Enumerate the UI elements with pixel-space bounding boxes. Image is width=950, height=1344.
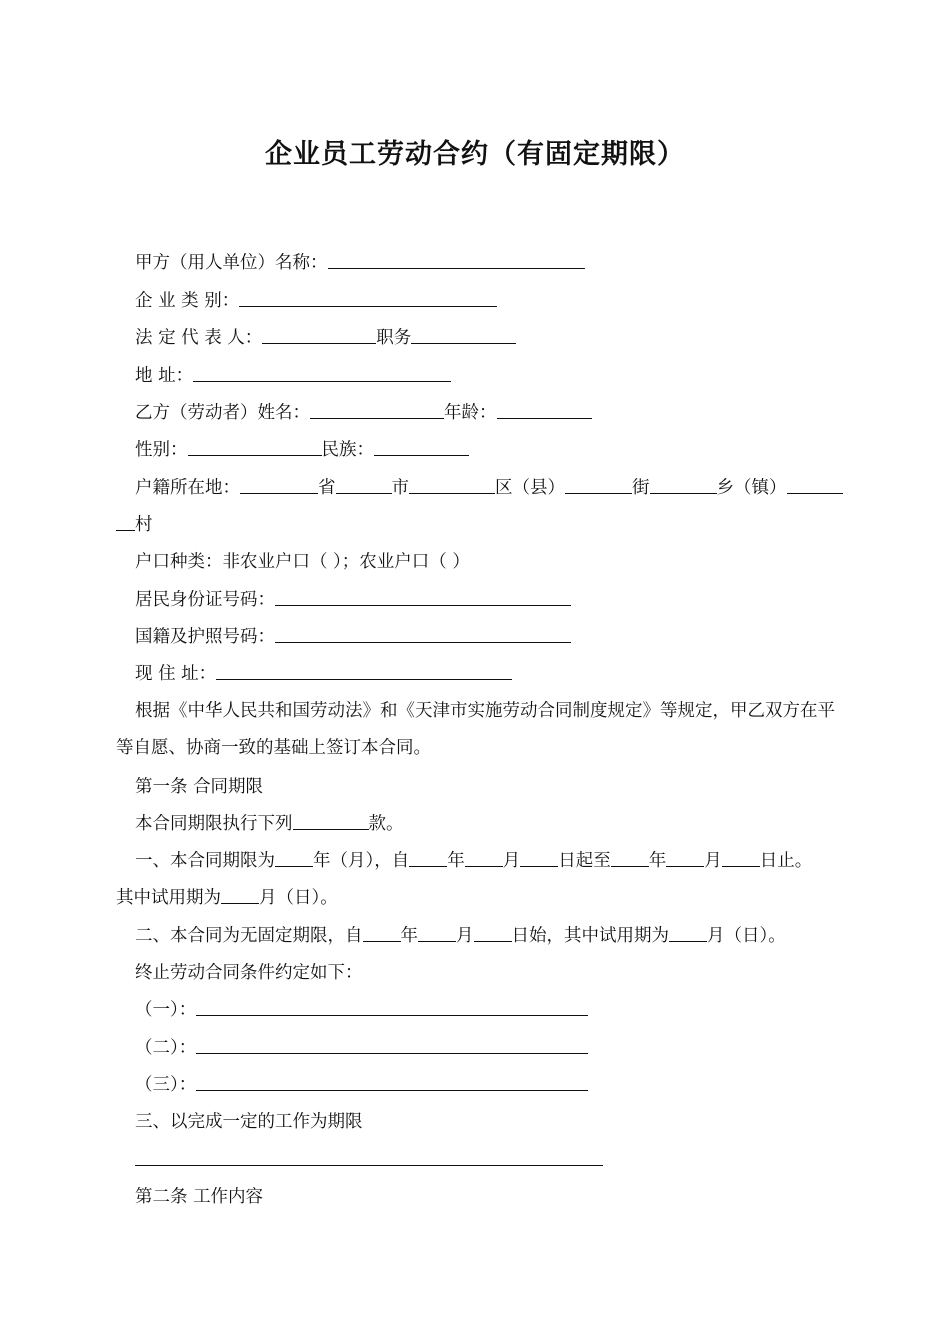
id-number-blank[interactable] bbox=[275, 588, 571, 606]
district-blank[interactable] bbox=[409, 476, 495, 494]
condition-label: （一）： bbox=[135, 1000, 197, 1020]
item-3-row: 三、以完成一定的工作为期限 bbox=[135, 1112, 363, 1132]
party-a-name-label: 甲方（用人单位）名称： bbox=[135, 253, 328, 273]
item-1-text-b: 年（月），自 bbox=[313, 851, 410, 871]
legal-rep-row bbox=[135, 326, 516, 350]
legal-rep-label: 法 定 代 表 人： bbox=[135, 328, 263, 348]
street-label: 街 bbox=[632, 478, 650, 498]
legal-rep-blank[interactable] bbox=[262, 326, 376, 344]
item-1-start-month-blank[interactable] bbox=[465, 849, 503, 867]
id-number-row bbox=[135, 588, 571, 612]
term-clause-row bbox=[135, 812, 404, 836]
item-1-text-c: 年 bbox=[447, 851, 465, 871]
item-2-year-blank[interactable] bbox=[363, 924, 401, 942]
item-1-end-year-blank[interactable] bbox=[611, 849, 649, 867]
item-3-blank-row bbox=[135, 1148, 603, 1172]
document-title: 企业员工劳动合约（有固定期限） bbox=[265, 139, 685, 170]
item-1-text-h: 日止。 bbox=[759, 851, 813, 871]
gender-label: 性别： bbox=[135, 440, 188, 460]
item-1-row bbox=[135, 849, 812, 873]
province-label: 省 bbox=[318, 478, 336, 498]
term-clause-pre: 本合同期限执行下列 bbox=[135, 814, 293, 834]
item-1-end-month-blank[interactable] bbox=[666, 849, 704, 867]
party-a-address-blank[interactable] bbox=[193, 364, 451, 382]
item-1-trial-text-b: 月（日）。 bbox=[259, 888, 338, 908]
item-2-text-a: 二、本合同为无固定期限，自 bbox=[135, 926, 363, 946]
item-1-trial-text-a: 其中试用期为 bbox=[116, 888, 221, 908]
township-label: 乡（镇） bbox=[716, 478, 787, 498]
item-2-day-blank[interactable] bbox=[474, 924, 512, 942]
item-1-trial-blank[interactable] bbox=[221, 886, 259, 904]
city-blank[interactable] bbox=[336, 476, 392, 494]
item-1-start-day-blank[interactable] bbox=[520, 849, 558, 867]
position-label: 职务 bbox=[376, 328, 412, 348]
party-a-name-blank[interactable] bbox=[328, 251, 585, 269]
condition-row bbox=[135, 1073, 588, 1097]
item-1-text-g: 月 bbox=[704, 851, 722, 871]
item-2-text-c: 月 bbox=[456, 926, 474, 946]
item-2-month-blank[interactable] bbox=[418, 924, 456, 942]
gender-blank[interactable] bbox=[188, 438, 322, 456]
passport-blank[interactable] bbox=[275, 625, 571, 643]
item-1-text-e: 日起至 bbox=[558, 851, 611, 871]
item-1-start-year-blank[interactable] bbox=[409, 849, 447, 867]
household-row-continued bbox=[116, 513, 153, 537]
item-1-text-f: 年 bbox=[648, 851, 667, 871]
ethnicity-label: 民族： bbox=[321, 440, 374, 460]
item-1-term-blank[interactable] bbox=[275, 849, 313, 867]
preamble-paragraph: 根据《中华人民共和国劳动法》和《天津市实施劳动合同制度规定》等规定，甲乙双方在平等自愿、协商一致的基础上签订本合同。 bbox=[116, 701, 835, 758]
item-1-text-d: 月 bbox=[502, 851, 521, 871]
item-1-trial-row bbox=[116, 886, 338, 910]
item-2-row bbox=[135, 924, 786, 948]
residence-blank[interactable] bbox=[216, 662, 512, 680]
household-label: 户籍所在地： bbox=[135, 478, 240, 498]
position-blank[interactable] bbox=[411, 326, 516, 344]
residence-row bbox=[135, 662, 512, 686]
id-number-label: 居民身份证号码： bbox=[135, 590, 275, 610]
gender-row bbox=[135, 438, 469, 462]
street-blank[interactable] bbox=[565, 476, 632, 494]
article-2-heading: 第二条 工作内容 bbox=[135, 1187, 264, 1207]
province-blank[interactable] bbox=[240, 476, 318, 494]
termination-label: 终止劳动合同条件约定如下： bbox=[135, 963, 363, 983]
item-2-trial-blank[interactable] bbox=[669, 924, 707, 942]
condition-label: （二）： bbox=[135, 1038, 197, 1058]
item-2-text-e: 月（日）。 bbox=[707, 926, 786, 946]
party-b-name-row bbox=[135, 401, 592, 425]
item-1-end-day-blank[interactable] bbox=[722, 849, 760, 867]
passport-label: 国籍及护照号码： bbox=[135, 627, 275, 647]
district-label: 区（县） bbox=[495, 478, 565, 498]
term-clause-post: 款。 bbox=[368, 814, 404, 834]
item-2-text-b: 年 bbox=[400, 926, 418, 946]
party-b-name-blank[interactable] bbox=[310, 401, 444, 419]
residence-label: 现 住 址： bbox=[135, 664, 217, 684]
enterprise-category-label: 企 业 类 别： bbox=[135, 291, 240, 311]
village-label: 村 bbox=[135, 515, 153, 535]
village-blank-part2[interactable] bbox=[116, 513, 135, 531]
condition-blank[interactable] bbox=[196, 1073, 588, 1091]
condition-row bbox=[135, 1036, 588, 1060]
village-blank-part1[interactable] bbox=[787, 476, 843, 494]
item-1-text-a: 一、本合同期限为 bbox=[135, 851, 275, 871]
age-blank[interactable] bbox=[497, 401, 592, 419]
enterprise-category-blank[interactable] bbox=[239, 289, 497, 307]
condition-row bbox=[135, 998, 588, 1022]
condition-blank[interactable] bbox=[196, 1036, 588, 1054]
hukou-type-row: 户口种类：非农业户口（ ）；农业户口（ ） bbox=[135, 552, 470, 572]
term-clause-blank[interactable] bbox=[293, 812, 369, 830]
party-a-address-label: 地 址： bbox=[135, 366, 194, 386]
party-a-name-row bbox=[135, 251, 585, 275]
enterprise-category-row bbox=[135, 289, 497, 313]
city-label: 市 bbox=[391, 478, 409, 498]
party-a-address-row bbox=[135, 364, 451, 388]
item-2-text-d: 日始，其中试用期为 bbox=[511, 926, 669, 946]
article-1-heading: 第一条 合同期限 bbox=[135, 777, 264, 797]
party-b-name-label: 乙方（劳动者）姓名： bbox=[135, 403, 310, 423]
condition-blank[interactable] bbox=[196, 998, 588, 1016]
township-blank[interactable] bbox=[650, 476, 717, 494]
item-3-blank[interactable] bbox=[135, 1148, 603, 1166]
passport-row bbox=[135, 625, 571, 649]
ethnicity-blank[interactable] bbox=[374, 438, 469, 456]
condition-label: （三）： bbox=[135, 1075, 197, 1095]
age-label: 年龄： bbox=[444, 403, 497, 423]
household-row bbox=[135, 476, 843, 500]
